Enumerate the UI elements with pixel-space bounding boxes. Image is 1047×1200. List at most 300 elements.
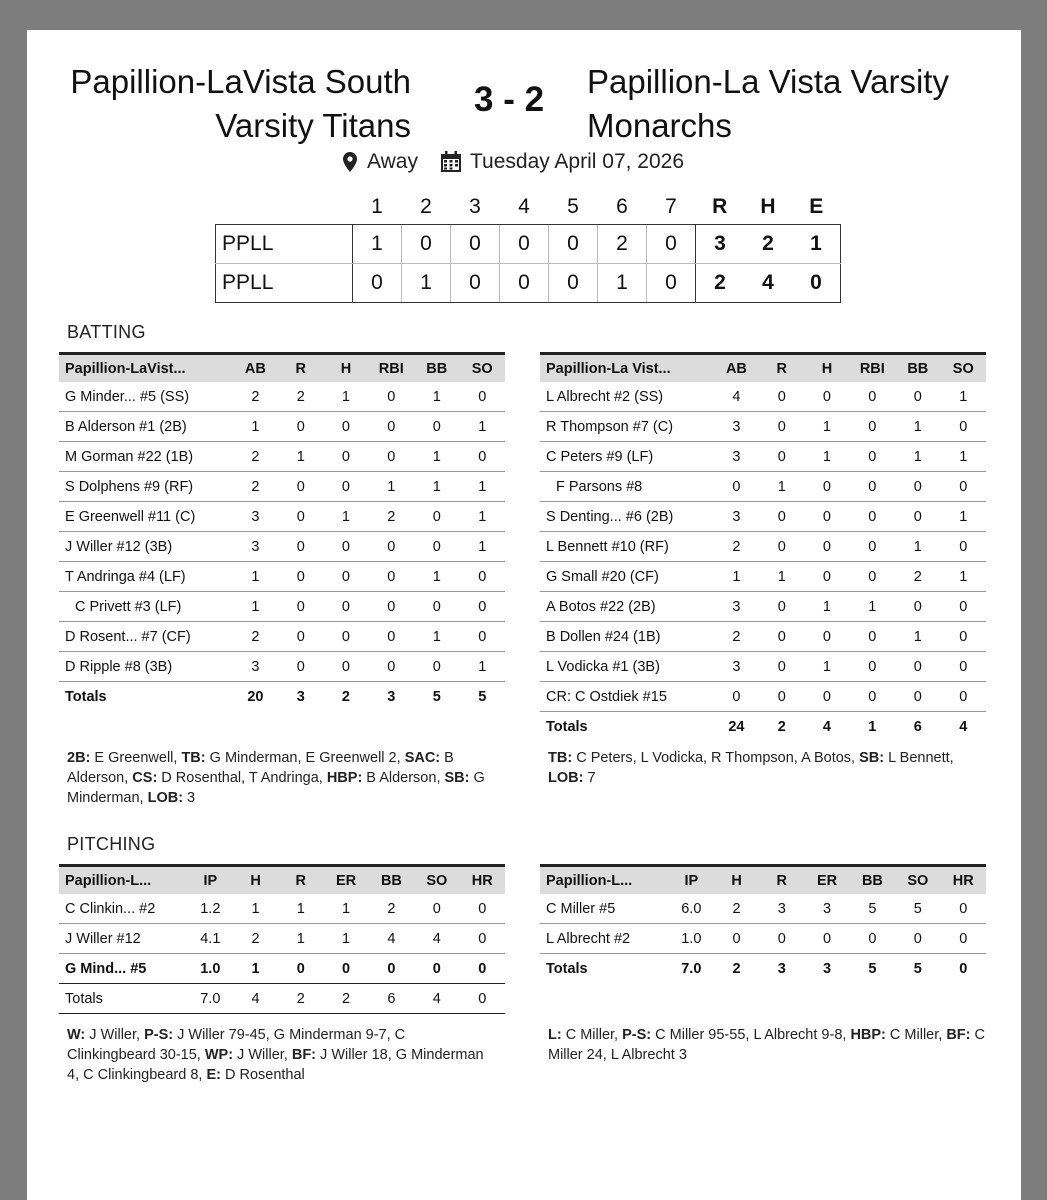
stat-value: 3	[714, 652, 759, 682]
stat-value: 1	[233, 894, 278, 924]
note-label: E:	[206, 1067, 221, 1083]
stat-value: 0	[941, 622, 986, 652]
note-label: SB:	[859, 750, 885, 766]
inning-score: 0	[500, 225, 549, 264]
stat-column-header: BB	[895, 354, 940, 383]
stat-value: 4	[714, 382, 759, 412]
player-row	[540, 682, 986, 712]
inning-header: 6	[616, 195, 628, 218]
stat-value: 1	[804, 652, 849, 682]
stat-column-header: R	[278, 354, 323, 383]
stat-value: 0	[850, 562, 896, 592]
stat-value: 0	[804, 532, 849, 562]
stat-header-row	[59, 354, 505, 383]
stat-value: 0	[323, 442, 368, 472]
stat-value: 4.1	[188, 924, 233, 954]
stat-value: 0	[278, 472, 323, 502]
inning-score: 0	[353, 264, 402, 303]
box-score-page	[27, 30, 1021, 1200]
stat-value: 1	[895, 532, 940, 562]
inning-score: 0	[451, 225, 500, 264]
stat-value: 0	[895, 924, 940, 954]
stat-value: 0	[714, 472, 759, 502]
player-row	[59, 502, 505, 532]
note-label: BF:	[946, 1027, 971, 1043]
inning-header: 3	[469, 195, 481, 218]
home-batting-notes	[67, 748, 507, 808]
stat-value: 0	[759, 382, 804, 412]
player-name: D Ripple #8 (3B)	[59, 652, 233, 682]
stat-value: 2	[233, 924, 278, 954]
stat-value: 1	[278, 924, 323, 954]
player-name: D Rosent... #7 (CF)	[59, 622, 233, 652]
note-label: P-S:	[622, 1027, 652, 1043]
totals-value: 3	[278, 682, 323, 712]
stat-value: 0	[941, 652, 986, 682]
stat-value: 0	[804, 622, 849, 652]
totals-value: 5	[460, 682, 506, 712]
player-row	[540, 412, 986, 442]
player-name: B Alderson #1 (2B)	[59, 412, 233, 442]
stat-value: 0	[804, 682, 849, 712]
stat-value: 3	[714, 442, 759, 472]
totals-value: 3	[369, 682, 415, 712]
stat-column-header: R	[759, 866, 804, 895]
totals-label: Totals	[540, 954, 669, 984]
stat-value: 1	[323, 924, 368, 954]
stat-value: 3	[233, 652, 278, 682]
stat-value: 0	[714, 682, 759, 712]
note-text: B Alderson,	[67, 750, 454, 786]
stat-column-header: AB	[233, 354, 278, 383]
stat-value: 0	[414, 954, 459, 984]
stat-value: 1	[759, 472, 804, 502]
line-score-header	[216, 190, 841, 225]
home-team-line2: Varsity Titans	[215, 107, 411, 144]
stat-value: 3	[233, 532, 278, 562]
stat-value: 4	[414, 924, 459, 954]
inning-score: 0	[549, 225, 598, 264]
totals-row	[59, 984, 505, 1014]
note-text: 7	[583, 770, 596, 786]
stat-value: 0	[850, 652, 896, 682]
stat-value: 1	[460, 502, 506, 532]
totals-value: 2	[278, 984, 323, 1014]
line-score-table	[215, 190, 841, 303]
inning-score: 0	[647, 225, 696, 264]
player-name: J Willer #12	[59, 924, 188, 954]
game-meta	[343, 150, 684, 174]
stat-value: 1	[941, 442, 986, 472]
total-score: 3	[696, 225, 745, 264]
total-score: 2	[696, 264, 745, 303]
inning-score: 0	[402, 225, 451, 264]
stat-value: 1	[759, 562, 804, 592]
stat-value: 1	[460, 412, 506, 442]
note-text: J Willer 18, G Minderman 4, C Clinkingbeard 8,	[67, 1047, 484, 1083]
stat-value: 1	[414, 472, 459, 502]
total-header: E	[809, 195, 824, 218]
player-row	[59, 412, 505, 442]
note-label: SB:	[444, 770, 470, 786]
note-text: E Greenwell,	[90, 750, 182, 766]
player-name: CR: C Ostdiek #15	[540, 682, 714, 712]
stat-value: 0	[941, 532, 986, 562]
stat-column-header: ER	[323, 866, 368, 895]
stat-value: 2	[233, 442, 278, 472]
totals-value: 24	[714, 712, 759, 742]
stat-value: 0	[850, 442, 896, 472]
stat-value: 0	[323, 652, 368, 682]
away-batting-table	[540, 352, 986, 741]
home-pitching-table	[59, 864, 505, 1014]
stat-column-header: AB	[714, 354, 759, 383]
player-row	[540, 652, 986, 682]
away-pitching-table	[540, 864, 986, 983]
stat-column-header: BB	[850, 866, 895, 895]
totals-value: 3	[804, 954, 849, 984]
stat-value: 2	[714, 894, 759, 924]
stat-value: 0	[278, 502, 323, 532]
stat-column-header: IP	[669, 866, 714, 895]
stat-value: 0	[323, 592, 368, 622]
player-name: J Willer #12 (3B)	[59, 532, 233, 562]
stat-value: 0	[278, 652, 323, 682]
note-label: W:	[67, 1027, 86, 1043]
note-label: 2B:	[67, 750, 91, 766]
stat-value: 1	[714, 562, 759, 592]
stat-value: 2	[233, 472, 278, 502]
stat-value: 0	[759, 412, 804, 442]
stat-value: 0	[895, 472, 940, 502]
note-text: J Willer 79-45, G Minderman 9-7, C Clinkingbeard 30-15,	[67, 1027, 406, 1063]
player-row	[540, 442, 986, 472]
home-pitching-notes	[67, 1025, 497, 1085]
stat-value: 0	[323, 412, 368, 442]
line-score-row	[216, 264, 841, 303]
player-row	[540, 622, 986, 652]
totals-value: 7.0	[188, 984, 233, 1014]
stat-value: 1	[233, 412, 278, 442]
player-name: F Parsons #8	[540, 472, 714, 502]
player-name: L Albrecht #2	[540, 924, 669, 954]
stat-value: 1	[278, 894, 323, 924]
note-label: L:	[548, 1027, 562, 1043]
total-score: 4	[744, 264, 792, 303]
stat-value: 1	[895, 412, 940, 442]
note-text: 3	[183, 790, 196, 806]
stat-value: 0	[460, 562, 506, 592]
stat-value: 0	[414, 592, 459, 622]
totals-row	[540, 954, 986, 984]
stat-value: 0	[804, 472, 849, 502]
calendar-icon	[440, 151, 462, 173]
player-row	[540, 894, 986, 924]
player-row	[540, 562, 986, 592]
stat-value: 0	[850, 682, 896, 712]
note-label: TB:	[548, 750, 573, 766]
player-name: G Small #20 (CF)	[540, 562, 714, 592]
stat-value: 0	[804, 382, 849, 412]
stat-column-header: SO	[460, 354, 506, 383]
stat-value: 2	[369, 502, 415, 532]
stat-value: 1	[233, 954, 278, 984]
stat-value: 0	[369, 652, 415, 682]
player-name: G Minder... #5 (SS)	[59, 382, 233, 412]
player-row	[59, 382, 505, 412]
inning-score: 0	[500, 264, 549, 303]
player-row	[540, 382, 986, 412]
stat-value: 2	[233, 622, 278, 652]
player-name: T Andringa #4 (LF)	[59, 562, 233, 592]
team-header: Papillion-L...	[540, 866, 669, 895]
note-text: J Willer,	[85, 1027, 145, 1043]
player-name: L Vodicka #1 (3B)	[540, 652, 714, 682]
totals-label: Totals	[540, 712, 714, 742]
totals-value: 4	[804, 712, 849, 742]
stat-value: 2	[278, 382, 323, 412]
player-row	[59, 472, 505, 502]
game-date: Tuesday April 07, 2026	[469, 150, 685, 173]
stat-value: 0	[369, 382, 415, 412]
note-text: D Rosenthal	[220, 1067, 305, 1083]
player-name: C Miller #5	[540, 894, 669, 924]
player-row	[59, 622, 505, 652]
stat-value: 3	[759, 894, 804, 924]
player-row	[540, 592, 986, 622]
stat-value: 1	[414, 382, 459, 412]
stat-value: 0	[850, 532, 896, 562]
stat-column-header: RBI	[850, 354, 896, 383]
inning-header: 5	[567, 195, 579, 218]
stat-value: 2	[895, 562, 940, 592]
stat-value: 0	[369, 442, 415, 472]
totals-value: 0	[460, 984, 505, 1014]
player-name: M Gorman #22 (1B)	[59, 442, 233, 472]
stat-value: 0	[850, 622, 896, 652]
team-col-header	[216, 190, 353, 225]
stat-value: 3	[714, 592, 759, 622]
team-header: Papillion-L...	[59, 866, 188, 895]
stat-value: 1	[804, 442, 849, 472]
stat-value: 1	[941, 502, 986, 532]
totals-row	[540, 712, 986, 742]
stat-value: 2	[714, 622, 759, 652]
stat-value: 0	[323, 532, 368, 562]
inning-header: 4	[518, 195, 530, 218]
player-name: L Albrecht #2 (SS)	[540, 382, 714, 412]
stat-value: 0	[460, 442, 506, 472]
stat-value: 1	[460, 472, 506, 502]
total-score: 2	[744, 225, 792, 264]
stat-value: 0	[323, 472, 368, 502]
stat-value: 3	[233, 502, 278, 532]
player-row	[59, 592, 505, 622]
player-row	[540, 924, 986, 954]
stat-value: 1	[804, 592, 849, 622]
note-text: G Minderman,	[67, 770, 485, 806]
stat-value: 0	[369, 954, 414, 984]
stat-value: 1	[460, 532, 506, 562]
game-location: Away	[367, 150, 418, 173]
stat-value: 1.2	[188, 894, 233, 924]
totals-value: 2	[323, 984, 368, 1014]
player-row	[540, 502, 986, 532]
note-text: C Miller,	[885, 1027, 947, 1043]
stat-value: 1	[233, 592, 278, 622]
player-name: C Clinkin... #2	[59, 894, 188, 924]
inning-score: 0	[647, 264, 696, 303]
stat-value: 0	[323, 622, 368, 652]
note-text: C Miller 95-55, L Albrecht 9-8,	[651, 1027, 851, 1043]
totals-label: Totals	[59, 984, 188, 1014]
note-text: C Peters, L Vodicka, R Thompson, A Botos,	[572, 750, 860, 766]
player-name: C Peters #9 (LF)	[540, 442, 714, 472]
stat-column-header: ER	[804, 866, 849, 895]
team-header: Papillion-La Vist...	[540, 354, 714, 383]
player-row	[59, 652, 505, 682]
stat-value: 0	[414, 894, 459, 924]
stat-value: 0	[323, 562, 368, 592]
inning-score: 1	[353, 225, 402, 264]
player-name: G Mind... #5	[59, 954, 188, 984]
stat-column-header: SO	[895, 866, 940, 895]
stat-column-header: BB	[414, 354, 459, 383]
stat-value: 0	[414, 412, 459, 442]
player-row	[59, 562, 505, 592]
stat-value: 0	[804, 502, 849, 532]
stat-value: 0	[759, 442, 804, 472]
player-row	[59, 532, 505, 562]
stat-value: 0	[941, 592, 986, 622]
total-score: 1	[792, 225, 841, 264]
stat-value: 1	[895, 622, 940, 652]
stat-value: 0	[895, 382, 940, 412]
stat-value: 2	[369, 894, 414, 924]
line-score-team: PPLL	[216, 225, 353, 264]
stat-value: 0	[759, 682, 804, 712]
stat-value: 1	[369, 472, 415, 502]
stat-value: 1	[414, 562, 459, 592]
stat-value: 0	[759, 652, 804, 682]
final-score: 3 - 2	[474, 80, 545, 119]
inning-score: 1	[402, 264, 451, 303]
batting-section-title: BATTING	[67, 322, 146, 342]
stat-value: 0	[941, 924, 986, 954]
stat-column-header: SO	[414, 866, 459, 895]
player-name: A Botos #22 (2B)	[540, 592, 714, 622]
stat-value: 0	[850, 924, 895, 954]
note-text: C Miller 24, L Albrecht 3	[548, 1027, 985, 1063]
home-batting-table	[59, 352, 505, 711]
stat-value: 0	[895, 502, 940, 532]
stat-value: 0	[369, 562, 415, 592]
player-name: E Greenwell #11 (C)	[59, 502, 233, 532]
totals-label: Totals	[59, 682, 233, 712]
inning-score: 0	[549, 264, 598, 303]
stat-value: 1	[278, 442, 323, 472]
totals-value: 1	[850, 712, 896, 742]
note-text: B Alderson,	[362, 770, 445, 786]
stat-value: 0	[759, 532, 804, 562]
player-name: S Denting... #6 (2B)	[540, 502, 714, 532]
player-row	[59, 924, 505, 954]
stat-value: 0	[895, 592, 940, 622]
stat-value: 0	[460, 592, 506, 622]
stat-value: 3	[804, 894, 849, 924]
inning-header: 2	[420, 195, 432, 218]
stat-value: 0	[759, 622, 804, 652]
inning-score: 2	[598, 225, 647, 264]
player-name: S Dolphens #9 (RF)	[59, 472, 233, 502]
stat-column-header: BB	[369, 866, 414, 895]
stat-value: 1	[804, 412, 849, 442]
away-pitching-notes	[548, 1025, 988, 1065]
stat-value: 1	[941, 562, 986, 592]
stat-column-header: H	[804, 354, 849, 383]
line-score-row	[216, 225, 841, 264]
line-score-team: PPLL	[216, 264, 353, 303]
inning-header: 1	[371, 195, 383, 218]
stat-value: 0	[369, 532, 415, 562]
stat-value: 1	[414, 442, 459, 472]
note-text: J Willer,	[233, 1047, 292, 1063]
stat-value: 0	[804, 562, 849, 592]
stat-value: 0	[278, 412, 323, 442]
stat-header-row	[540, 866, 986, 895]
stat-header-row	[540, 354, 986, 383]
stat-value: 1	[323, 502, 368, 532]
note-label: SAC:	[404, 750, 441, 766]
stat-value: 0	[941, 472, 986, 502]
totals-row	[59, 682, 505, 712]
totals-value: 4	[414, 984, 459, 1014]
stat-header-row	[59, 866, 505, 895]
totals-value: 4	[233, 984, 278, 1014]
note-label: HBP:	[850, 1027, 886, 1043]
note-text: G Minderman, E Greenwell 2,	[205, 750, 405, 766]
player-row	[59, 954, 505, 984]
home-team-line1: Papillion-LaVista South	[70, 63, 411, 100]
stat-column-header: R	[759, 354, 804, 383]
stat-column-header: H	[714, 866, 759, 895]
stat-column-header: HR	[460, 866, 505, 895]
inning-score: 1	[598, 264, 647, 303]
totals-value: 2	[714, 954, 759, 984]
player-name: C Privett #3 (LF)	[59, 592, 233, 622]
home-team-name	[31, 60, 411, 148]
totals-value: 3	[759, 954, 804, 984]
stat-value: 0	[369, 622, 415, 652]
away-team-line1: Papillion-La Vista Varsity	[587, 63, 949, 100]
stat-value: 1	[941, 382, 986, 412]
total-header: H	[760, 195, 776, 218]
stat-value: 0	[278, 954, 323, 984]
stat-value: 0	[804, 924, 849, 954]
stat-value: 0	[460, 954, 505, 984]
note-label: HBP:	[326, 770, 363, 786]
totals-value: 6	[369, 984, 414, 1014]
stat-value: 0	[278, 622, 323, 652]
stat-value: 1	[850, 592, 896, 622]
stat-value: 0	[278, 592, 323, 622]
stat-value: 0	[895, 652, 940, 682]
stat-value: 0	[850, 382, 896, 412]
stat-value: 0	[460, 924, 505, 954]
stat-value: 1.0	[669, 924, 714, 954]
note-label: LOB:	[548, 770, 584, 786]
total-score: 0	[792, 264, 841, 303]
